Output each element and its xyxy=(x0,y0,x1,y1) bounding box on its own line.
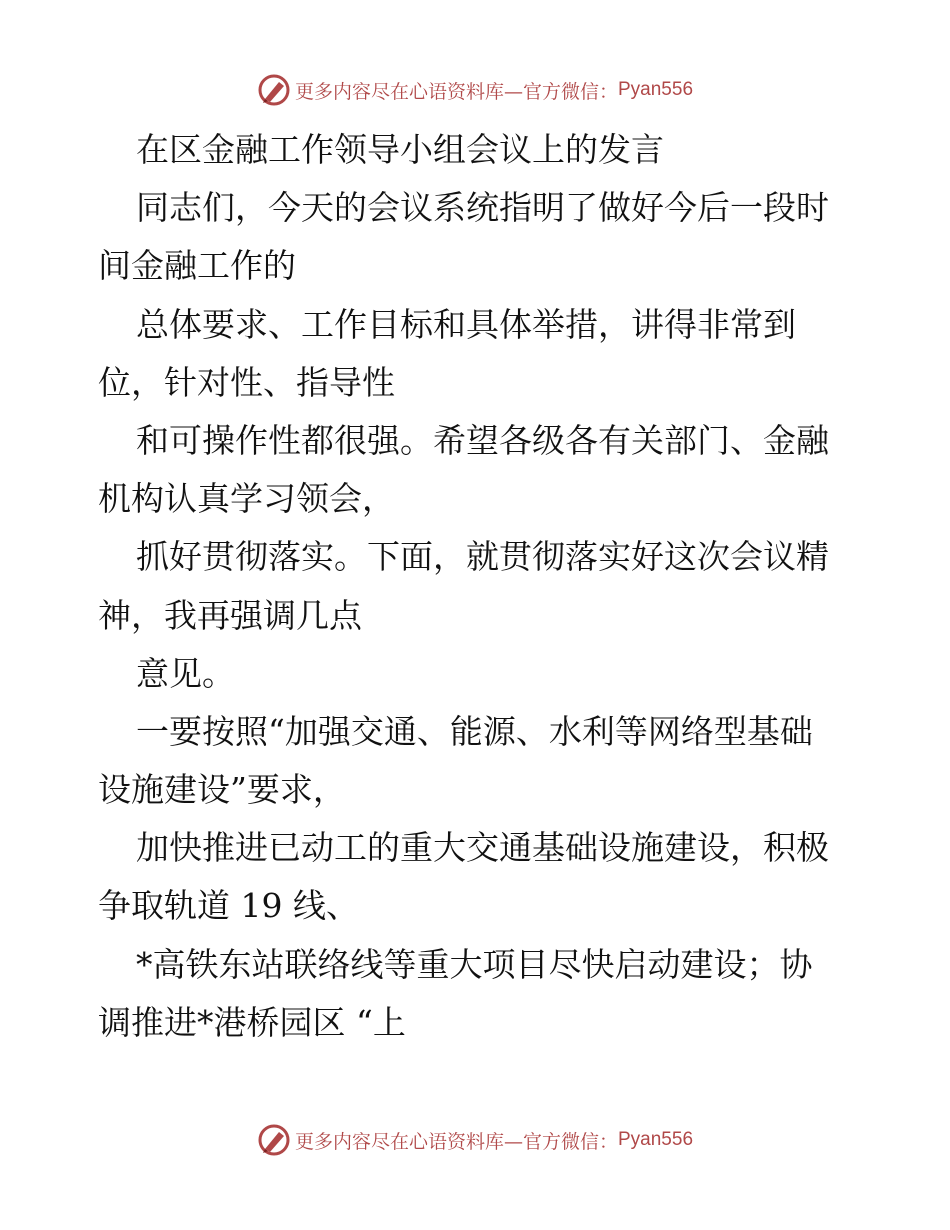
paragraph-line: 争取轨道 19 线、 xyxy=(98,886,359,926)
paragraph-line: 设施建设”要求， xyxy=(98,770,346,810)
paragraph-line: 同志们，今天的会议系统指明了做好今后一段时 xyxy=(136,188,829,228)
paragraph-line: 机构认真学习领会， xyxy=(98,479,395,519)
paragraph-line: 一要按照“加强交通、能源、水利等网络型基础 xyxy=(136,711,813,751)
pen-logo-icon xyxy=(257,1123,291,1157)
paragraph-line: 和可操作性都很强。希望各级各有关部门、金融 xyxy=(136,420,829,460)
paragraph-line: 调推进*港桥园区 “上 xyxy=(98,1002,406,1042)
footer-banner-id: Pyan556 xyxy=(618,1129,694,1150)
paragraph-line: *高铁东站联络线等重大项目尽快启动建设；协 xyxy=(136,944,813,984)
header-banner-id: Pyan556 xyxy=(618,79,694,100)
paragraph-line: 抓好贯彻落实。下面，就贯彻落实好这次会议精 xyxy=(136,537,829,577)
header-banner xyxy=(0,70,950,110)
paragraph-line: 位，针对性、指导性 xyxy=(98,362,395,402)
paragraph-line: 加快推进已动工的重大交通基础设施建设，积极 xyxy=(136,828,829,868)
paragraph-line: 总体要求、工作目标和具体举措，讲得非常到 xyxy=(136,304,796,344)
document-title: 在区金融工作领导小组会议上的发言 xyxy=(136,130,664,169)
header-banner-text: 更多内容尽在心语资料库—官方微信： xyxy=(294,80,618,103)
paragraph-line: 神，我再强调几点 xyxy=(98,595,362,635)
paragraph-line: 意见。 xyxy=(136,653,235,693)
paragraph-line: 间金融工作的 xyxy=(98,246,296,286)
footer-banner xyxy=(0,1120,950,1160)
document-body xyxy=(98,121,858,1052)
footer-banner-text: 更多内容尽在心语资料库—官方微信： xyxy=(294,1130,618,1153)
pen-logo-icon xyxy=(257,73,291,107)
